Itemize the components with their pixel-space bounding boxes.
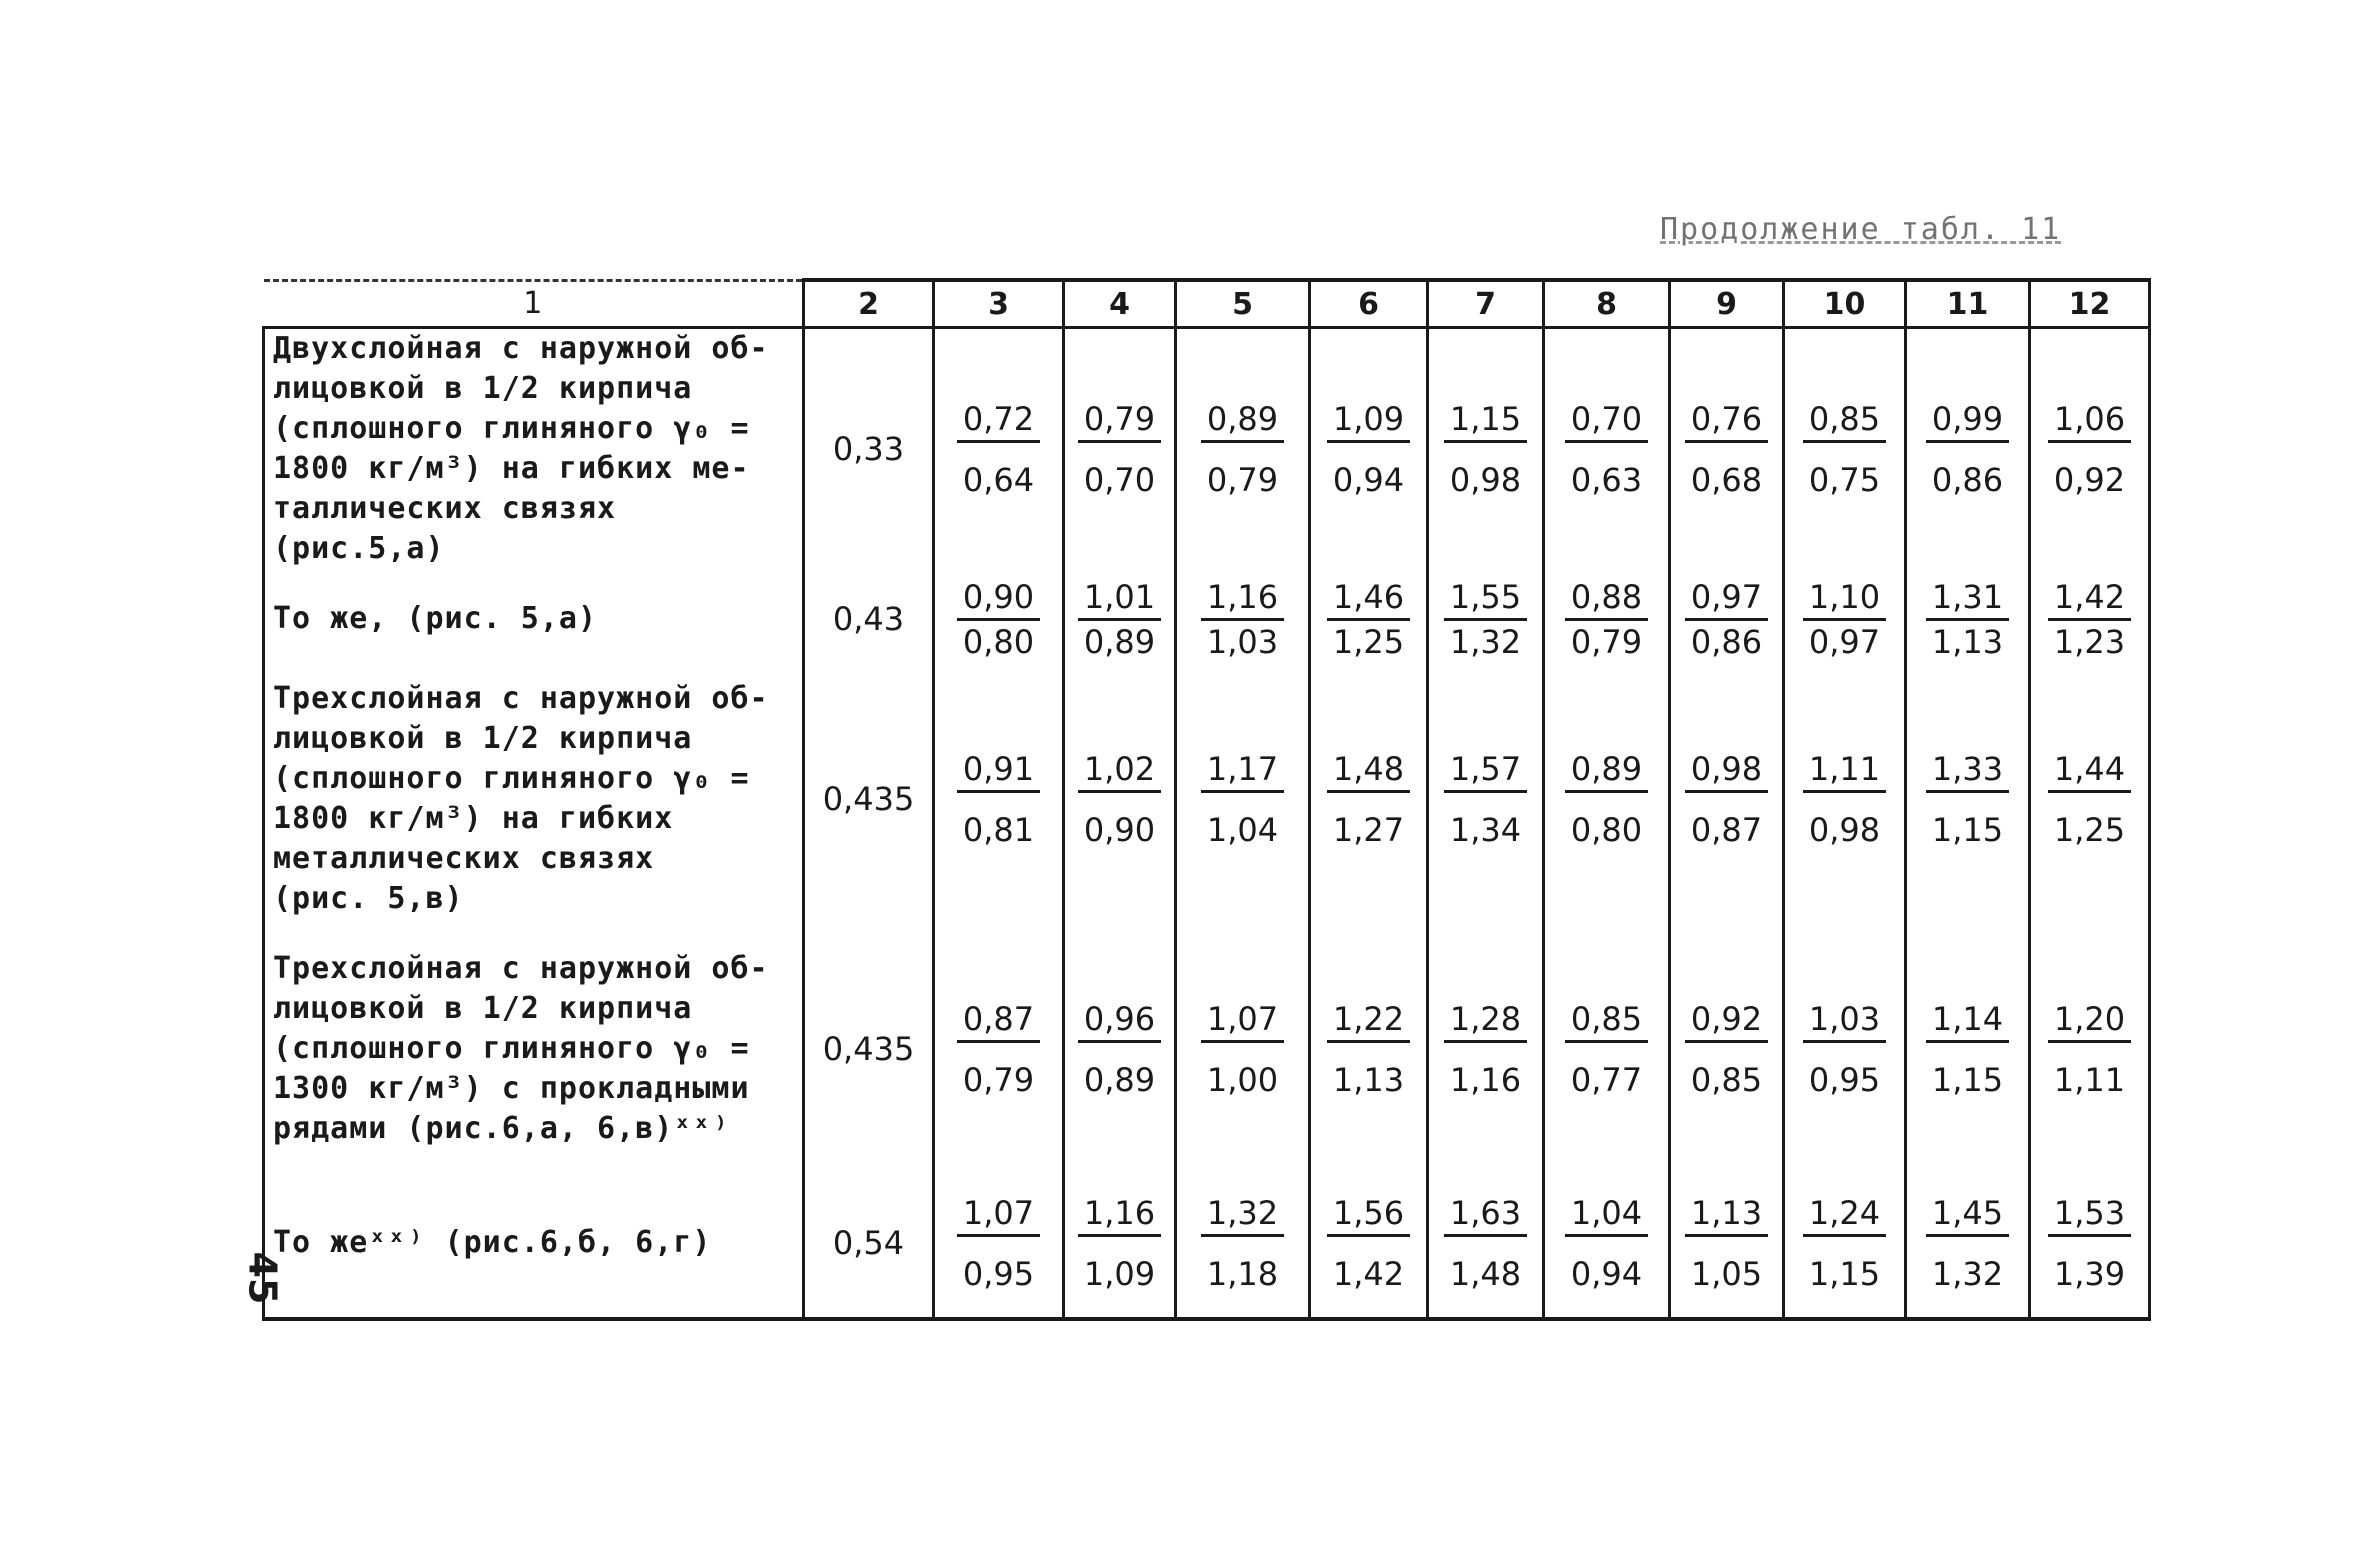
value-denominator: 1,15: [1808, 1254, 1881, 1293]
value-numerator: 1,56: [1327, 1194, 1410, 1237]
value-numerator: 1,28: [1444, 1000, 1527, 1043]
value-denominator: 1,32: [1931, 1254, 2004, 1293]
value-numerator: 1,63: [1444, 1194, 1527, 1237]
value-denominator: 1,13: [1931, 622, 2004, 661]
value-cell: [1064, 328, 1176, 570]
value-numerator: 0,85: [1565, 1000, 1648, 1043]
value-numerator: 1,04: [1565, 1194, 1648, 1237]
value-denominator: 0,79: [1206, 460, 1279, 499]
header-row: [264, 280, 2150, 328]
value-denominator: 0,79: [1570, 622, 1643, 661]
value-numerator: 1,01: [1078, 578, 1161, 621]
value-numerator: 0,92: [1685, 1000, 1768, 1043]
value-denominator: 0,95: [1808, 1060, 1881, 1099]
value-cell: [934, 328, 1064, 570]
table-body: [264, 328, 2150, 1320]
value-denominator: 0,92: [2053, 460, 2126, 499]
value-numerator: 0,88: [1565, 578, 1648, 621]
value-cell: [1310, 669, 1428, 929]
value-fraction: [1327, 1000, 1410, 1099]
table-row: [264, 929, 2150, 1169]
value-denominator: 0,85: [1690, 1060, 1763, 1099]
header-cell-7: 7: [1428, 280, 1544, 328]
header-cell-8: 8: [1544, 280, 1670, 328]
value-fraction: [1926, 1194, 2009, 1293]
value-fraction: [1685, 578, 1768, 661]
value-fraction: [1444, 1000, 1527, 1099]
value-numerator: 1,55: [1444, 578, 1527, 621]
row-thickness: 0,54: [804, 1169, 934, 1319]
value-fraction: [1078, 1000, 1161, 1099]
value-cell: [934, 929, 1064, 1169]
table-row: [264, 669, 2150, 929]
value-fraction: [1685, 1000, 1768, 1099]
header-cell-2: 2: [804, 280, 934, 328]
value-numerator: 0,97: [1685, 578, 1768, 621]
value-denominator: 0,86: [1931, 460, 2004, 499]
value-denominator: 0,63: [1570, 460, 1643, 499]
value-denominator: 1,09: [1083, 1254, 1156, 1293]
value-numerator: 0,72: [957, 400, 1040, 443]
value-cell: [934, 569, 1064, 669]
value-cell: [1784, 929, 1906, 1169]
value-fraction: [1926, 400, 2009, 499]
value-numerator: 0,99: [1926, 400, 2009, 443]
thermal-resistance-table: [262, 278, 2151, 1321]
value-numerator: 1,03: [1803, 1000, 1886, 1043]
page-number: 45: [240, 1251, 285, 1305]
value-cell: [1784, 328, 1906, 570]
value-denominator: 0,80: [1570, 810, 1643, 849]
row-description: То же, (рис. 5,а): [264, 569, 804, 669]
value-cell: [1428, 1169, 1544, 1319]
value-numerator: 1,22: [1327, 1000, 1410, 1043]
value-denominator: 1,48: [1449, 1254, 1522, 1293]
value-denominator: 0,94: [1570, 1254, 1643, 1293]
row-description: Трехслойная с наружной об- лицовкой в 1/2 кирпича (сплошного глиняного γ₀ = 1800 кг/м³) на гибких металлических связях (рис. 5,в): [264, 669, 804, 929]
value-fraction: [1327, 1194, 1410, 1293]
header-cell-5: 5: [1176, 280, 1310, 328]
value-fraction: [1078, 400, 1161, 499]
value-denominator: 1,16: [1449, 1060, 1522, 1099]
value-numerator: 1,24: [1803, 1194, 1886, 1237]
value-denominator: 1,25: [2053, 810, 2126, 849]
value-cell: [1428, 328, 1544, 570]
value-fraction: [1803, 578, 1886, 661]
header-cell-4: 4: [1064, 280, 1176, 328]
value-cell: [1544, 929, 1670, 1169]
value-denominator: 1,03: [1206, 622, 1279, 661]
value-cell: [2030, 929, 2150, 1169]
value-denominator: 0,98: [1808, 810, 1881, 849]
value-numerator: 1,45: [1926, 1194, 2009, 1237]
value-denominator: 0,97: [1808, 622, 1881, 661]
value-cell: [1544, 669, 1670, 929]
value-denominator: 0,95: [962, 1254, 1035, 1293]
value-cell: [1310, 328, 1428, 570]
value-numerator: 1,07: [957, 1194, 1040, 1237]
value-cell: [1064, 669, 1176, 929]
value-cell: [1670, 328, 1784, 570]
value-numerator: 1,20: [2048, 1000, 2131, 1043]
value-cell: [1428, 929, 1544, 1169]
value-denominator: 0,94: [1332, 460, 1405, 499]
value-denominator: 1,11: [2053, 1060, 2126, 1099]
value-cell: [1784, 569, 1906, 669]
value-denominator: 0,86: [1690, 622, 1763, 661]
row-description: Трехслойная с наружной об- лицовкой в 1/2 кирпича (сплошного глиняного γ₀ = 1300 кг/м³) с прокладными рядами (рис.6,а, 6,в)ˣˣ⁾: [264, 929, 804, 1169]
value-numerator: 1,57: [1444, 750, 1527, 793]
row-thickness: 0,43: [804, 569, 934, 669]
value-numerator: 1,09: [1327, 400, 1410, 443]
value-numerator: 1,11: [1803, 750, 1886, 793]
value-denominator: 0,77: [1570, 1060, 1643, 1099]
value-numerator: 1,16: [1078, 1194, 1161, 1237]
value-cell: [1176, 929, 1310, 1169]
value-fraction: [957, 1194, 1040, 1293]
continuation-label: Продолжение табл. 11: [1660, 212, 2062, 247]
value-fraction: [1803, 400, 1886, 499]
value-fraction: [1685, 400, 1768, 499]
value-fraction: [1803, 750, 1886, 849]
value-cell: [1906, 328, 2030, 570]
value-numerator: 1,02: [1078, 750, 1161, 793]
value-numerator: 1,32: [1201, 1194, 1284, 1237]
value-numerator: 1,13: [1685, 1194, 1768, 1237]
value-denominator: 1,42: [1332, 1254, 1405, 1293]
value-fraction: [1078, 578, 1161, 661]
header-cell-12: 12: [2030, 280, 2150, 328]
value-fraction: [2048, 1194, 2131, 1293]
value-numerator: 1,07: [1201, 1000, 1284, 1043]
value-fraction: [2048, 578, 2131, 661]
value-cell: [934, 1169, 1064, 1319]
value-denominator: 1,34: [1449, 810, 1522, 849]
value-cell: [1428, 569, 1544, 669]
value-cell: [1310, 1169, 1428, 1319]
value-cell: [1428, 669, 1544, 929]
value-numerator: 0,90: [957, 578, 1040, 621]
value-fraction: [1201, 750, 1284, 849]
value-fraction: [2048, 750, 2131, 849]
table-row: [264, 569, 2150, 669]
value-fraction: [1444, 400, 1527, 499]
value-fraction: [1565, 400, 1648, 499]
value-fraction: [1327, 750, 1410, 849]
value-fraction: [1685, 1194, 1768, 1293]
value-fraction: [957, 1000, 1040, 1099]
value-cell: [1906, 569, 2030, 669]
value-denominator: 0,98: [1449, 460, 1522, 499]
value-numerator: 0,89: [1565, 750, 1648, 793]
value-numerator: 1,46: [1327, 578, 1410, 621]
value-numerator: 1,06: [2048, 400, 2131, 443]
row-thickness: 0,435: [804, 929, 934, 1169]
value-fraction: [1444, 578, 1527, 661]
value-cell: [1176, 569, 1310, 669]
value-cell: [1176, 328, 1310, 570]
value-denominator: 0,90: [1083, 810, 1156, 849]
value-fraction: [1078, 1194, 1161, 1293]
value-denominator: 0,89: [1083, 1060, 1156, 1099]
value-numerator: 0,70: [1565, 400, 1648, 443]
value-numerator: 0,91: [957, 750, 1040, 793]
value-denominator: 1,25: [1332, 622, 1405, 661]
value-fraction: [1565, 750, 1648, 849]
value-cell: [1670, 669, 1784, 929]
value-denominator: 1,27: [1332, 810, 1405, 849]
value-cell: [1176, 1169, 1310, 1319]
value-cell: [1310, 569, 1428, 669]
value-numerator: 1,31: [1926, 578, 2009, 621]
value-denominator: 1,32: [1449, 622, 1522, 661]
row-description: То жеˣˣ⁾ (рис.6,б, 6,г): [264, 1169, 804, 1319]
value-denominator: 0,68: [1690, 460, 1763, 499]
value-fraction: [1201, 1000, 1284, 1099]
value-fraction: [957, 578, 1040, 661]
value-cell: [1670, 569, 1784, 669]
value-fraction: [2048, 1000, 2131, 1099]
header-cell-3: 3: [934, 280, 1064, 328]
value-denominator: 1,00: [1206, 1060, 1279, 1099]
header-cell-9: 9: [1670, 280, 1784, 328]
value-numerator: 1,17: [1201, 750, 1284, 793]
value-numerator: 1,14: [1926, 1000, 2009, 1043]
value-fraction: [1201, 578, 1284, 661]
value-cell: [2030, 569, 2150, 669]
value-denominator: 0,64: [962, 460, 1035, 499]
value-fraction: [1926, 750, 2009, 849]
value-cell: [1064, 929, 1176, 1169]
value-cell: [1670, 1169, 1784, 1319]
value-numerator: 0,96: [1078, 1000, 1161, 1043]
value-cell: [1310, 929, 1428, 1169]
value-numerator: 0,76: [1685, 400, 1768, 443]
row-description: Двухслойная с наружной об- лицовкой в 1/2 кирпича (сплошного глиняного γ₀ = 1800 кг/м³) на гибких ме- таллических связях (рис.5,а): [264, 328, 804, 570]
value-denominator: 0,79: [962, 1060, 1035, 1099]
value-numerator: 0,98: [1685, 750, 1768, 793]
value-denominator: 1,23: [2053, 622, 2126, 661]
header-cell-11: 11: [1906, 280, 2030, 328]
value-numerator: 0,79: [1078, 400, 1161, 443]
value-denominator: 1,15: [1931, 1060, 2004, 1099]
value-fraction: [1201, 1194, 1284, 1293]
table-row: [264, 328, 2150, 570]
value-cell: [934, 669, 1064, 929]
value-fraction: [957, 400, 1040, 499]
value-fraction: [1078, 750, 1161, 849]
value-denominator: 0,81: [962, 810, 1035, 849]
value-numerator: 1,44: [2048, 750, 2131, 793]
value-denominator: 1,15: [1931, 810, 2004, 849]
header-cell-10: 10: [1784, 280, 1906, 328]
value-fraction: [1803, 1194, 1886, 1293]
value-fraction: [1926, 578, 2009, 661]
value-numerator: 1,48: [1327, 750, 1410, 793]
value-cell: [2030, 328, 2150, 570]
value-fraction: [1444, 1194, 1527, 1293]
value-fraction: [1565, 1194, 1648, 1293]
value-cell: [1544, 1169, 1670, 1319]
value-fraction: [1327, 578, 1410, 661]
header-cell-1: 1: [264, 280, 804, 328]
value-cell: [1176, 669, 1310, 929]
value-cell: [1906, 1169, 2030, 1319]
value-cell: [2030, 1169, 2150, 1319]
value-denominator: 0,89: [1083, 622, 1156, 661]
value-denominator: 0,87: [1690, 810, 1763, 849]
value-cell: [1544, 569, 1670, 669]
value-numerator: 0,85: [1803, 400, 1886, 443]
value-cell: [1784, 1169, 1906, 1319]
value-numerator: 0,87: [957, 1000, 1040, 1043]
value-denominator: 1,05: [1690, 1254, 1763, 1293]
value-numerator: 1,16: [1201, 578, 1284, 621]
value-cell: [1064, 1169, 1176, 1319]
value-cell: [1670, 929, 1784, 1169]
value-fraction: [957, 750, 1040, 849]
value-fraction: [1803, 1000, 1886, 1099]
value-denominator: 1,39: [2053, 1254, 2126, 1293]
value-fraction: [1926, 1000, 2009, 1099]
value-fraction: [1565, 578, 1648, 661]
value-numerator: 1,33: [1926, 750, 2009, 793]
value-denominator: 1,18: [1206, 1254, 1279, 1293]
value-fraction: [1327, 400, 1410, 499]
value-fraction: [1201, 400, 1284, 499]
table-row: [264, 1169, 2150, 1319]
header-cell-6: 6: [1310, 280, 1428, 328]
value-fraction: [2048, 400, 2131, 499]
value-numerator: 0,89: [1201, 400, 1284, 443]
value-cell: [2030, 669, 2150, 929]
value-denominator: 0,80: [962, 622, 1035, 661]
value-cell: [1906, 929, 2030, 1169]
value-fraction: [1565, 1000, 1648, 1099]
row-thickness: 0,435: [804, 669, 934, 929]
value-numerator: 1,42: [2048, 578, 2131, 621]
value-cell: [1544, 328, 1670, 570]
value-denominator: 1,13: [1332, 1060, 1405, 1099]
value-numerator: 1,10: [1803, 578, 1886, 621]
value-cell: [1064, 569, 1176, 669]
row-thickness: 0,33: [804, 328, 934, 570]
value-fraction: [1444, 750, 1527, 849]
value-numerator: 1,53: [2048, 1194, 2131, 1237]
value-numerator: 1,15: [1444, 400, 1527, 443]
value-denominator: 0,75: [1808, 460, 1881, 499]
value-denominator: 0,70: [1083, 460, 1156, 499]
value-cell: [1906, 669, 2030, 929]
value-denominator: 1,04: [1206, 810, 1279, 849]
value-fraction: [1685, 750, 1768, 849]
value-cell: [1784, 669, 1906, 929]
